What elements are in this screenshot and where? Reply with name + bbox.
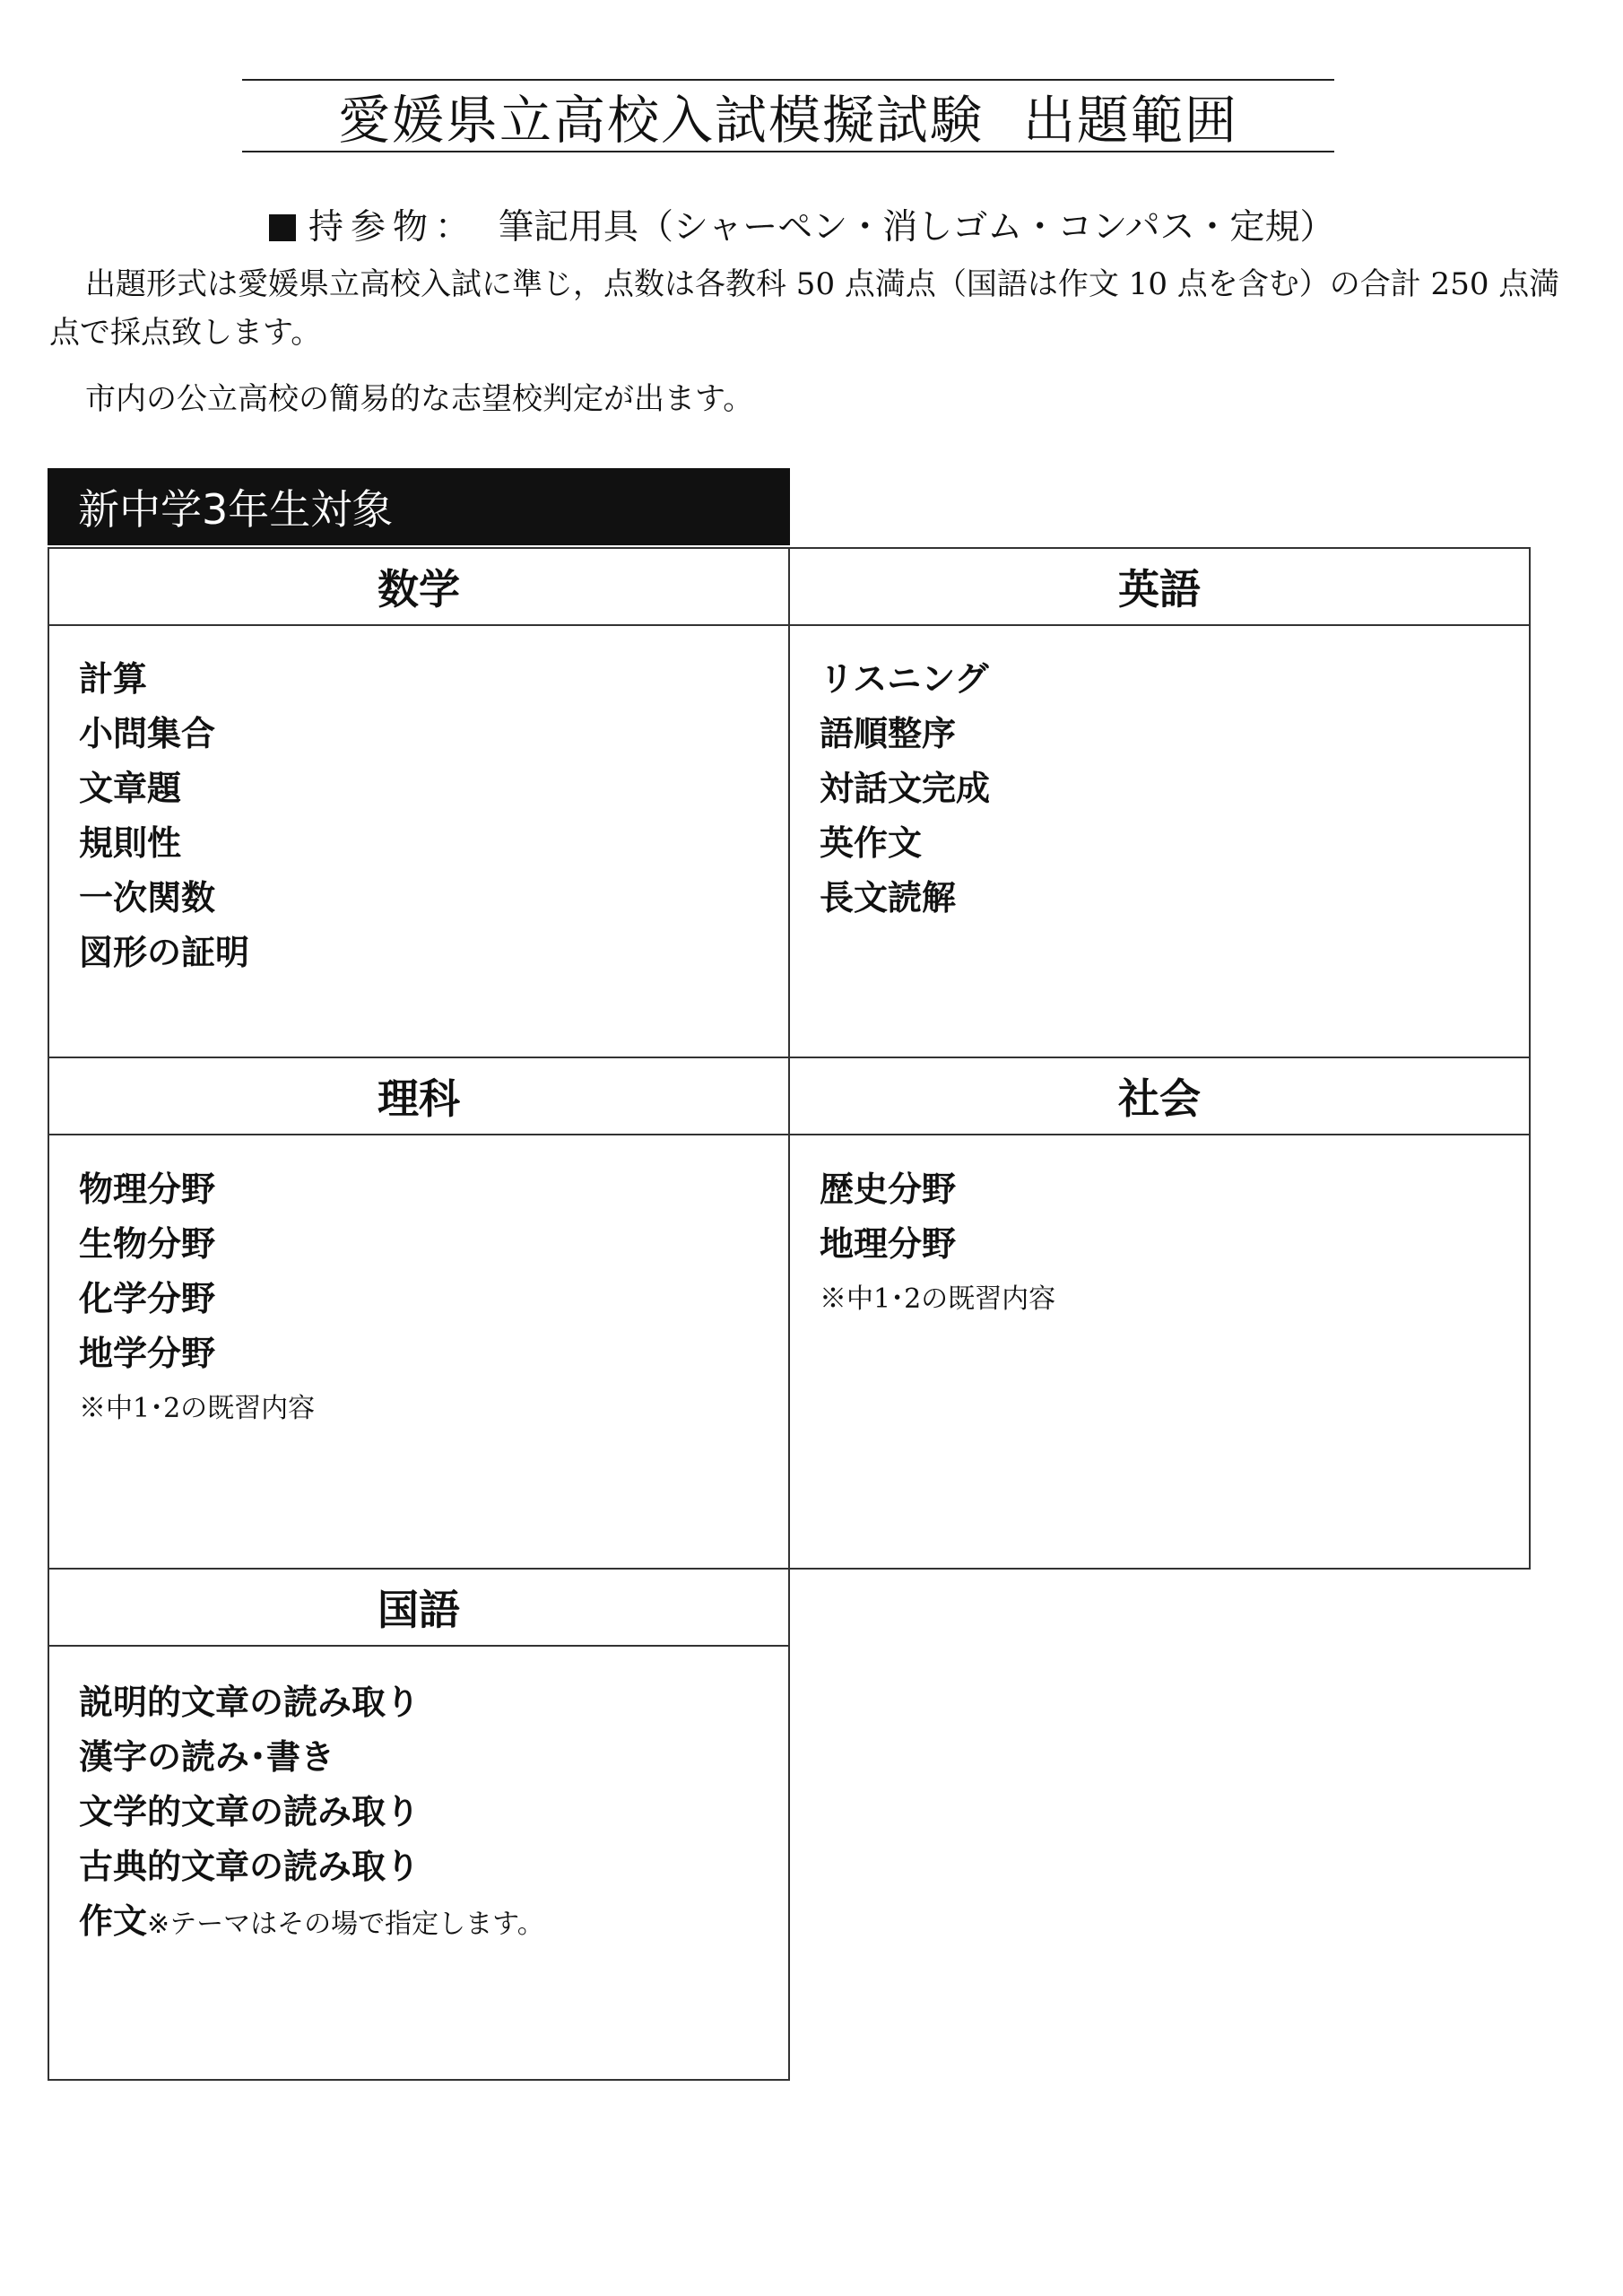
science-note: ※中1･2の既習内容 [79,1393,316,1424]
math-topic-list [79,652,249,980]
list-item: 対話文完成 [820,769,991,808]
list-item: 古典的文章の読み取り [79,1847,421,1886]
science-topic-list [79,1162,315,1436]
title-box [242,79,1334,152]
description-paragraph-1: 出題形式は愛媛県立高校入試に準じ，点数は各教科 50 点満点（国語は作文 10 点を含む）の合計 250 点満点で採点致します。 [49,266,1560,351]
list-item: 計算 [79,659,148,699]
social-topic-list [820,1162,1055,1326]
list-item: 生物分野 [79,1224,216,1264]
english-topic-list [820,652,990,926]
title-sub: 出題範囲 [1023,90,1239,151]
description-paragraph-2: 市内の公立高校の簡易的な志望校判定が出ます。 [85,381,754,417]
page-title [338,78,1238,153]
list-item: 英作文 [820,823,923,863]
subject-grid [48,547,1531,2081]
square-bullet-icon [269,214,296,241]
list-item: 地学分野 [79,1334,216,1373]
list-item: 地理分野 [820,1224,957,1264]
list-item: 規則性 [79,823,182,863]
social-header: 社会 [788,1057,1531,1135]
list-item: 語順整序 [820,714,957,753]
items-label: 持参物： [308,207,478,248]
social-note: ※中1･2の既習内容 [820,1283,1056,1315]
target-grade-banner: 新中学3年生対象 [48,468,790,545]
list-item: 一次関数 [79,878,216,918]
list-item: 小問集合 [79,714,216,753]
list-item: 説明的文章の読み取り [79,1683,421,1722]
list-item [79,1894,544,1952]
japanese-essay-topic: 作文 [79,1901,148,1941]
science-header: 理科 [48,1057,790,1135]
list-item: 図形の証明 [79,933,250,972]
list-item: リスニング [820,659,989,699]
japanese-essay-note: ※テーマはその場で指定します。 [147,1909,544,1940]
math-header: 数学 [48,547,790,626]
list-item: 漢字の読み･書き [79,1737,335,1777]
list-item: 長文読解 [820,878,957,918]
english-header: 英語 [788,547,1531,626]
list-item: 物理分野 [79,1170,216,1209]
title-main: 愛媛県立高校入試模擬試験 [337,90,984,151]
list-item: 文章題 [79,769,182,808]
list-item: 文学的文章の読み取り [79,1792,421,1831]
japanese-header: 国語 [48,1568,790,1647]
items-to-bring [269,199,1435,249]
items-value: 筆記用具（シャーペン・消しゴム・コンパス・定規） [499,207,1335,248]
list-item: 歴史分野 [820,1170,957,1209]
list-item: 化学分野 [79,1279,216,1318]
japanese-topic-list [79,1675,544,1952]
